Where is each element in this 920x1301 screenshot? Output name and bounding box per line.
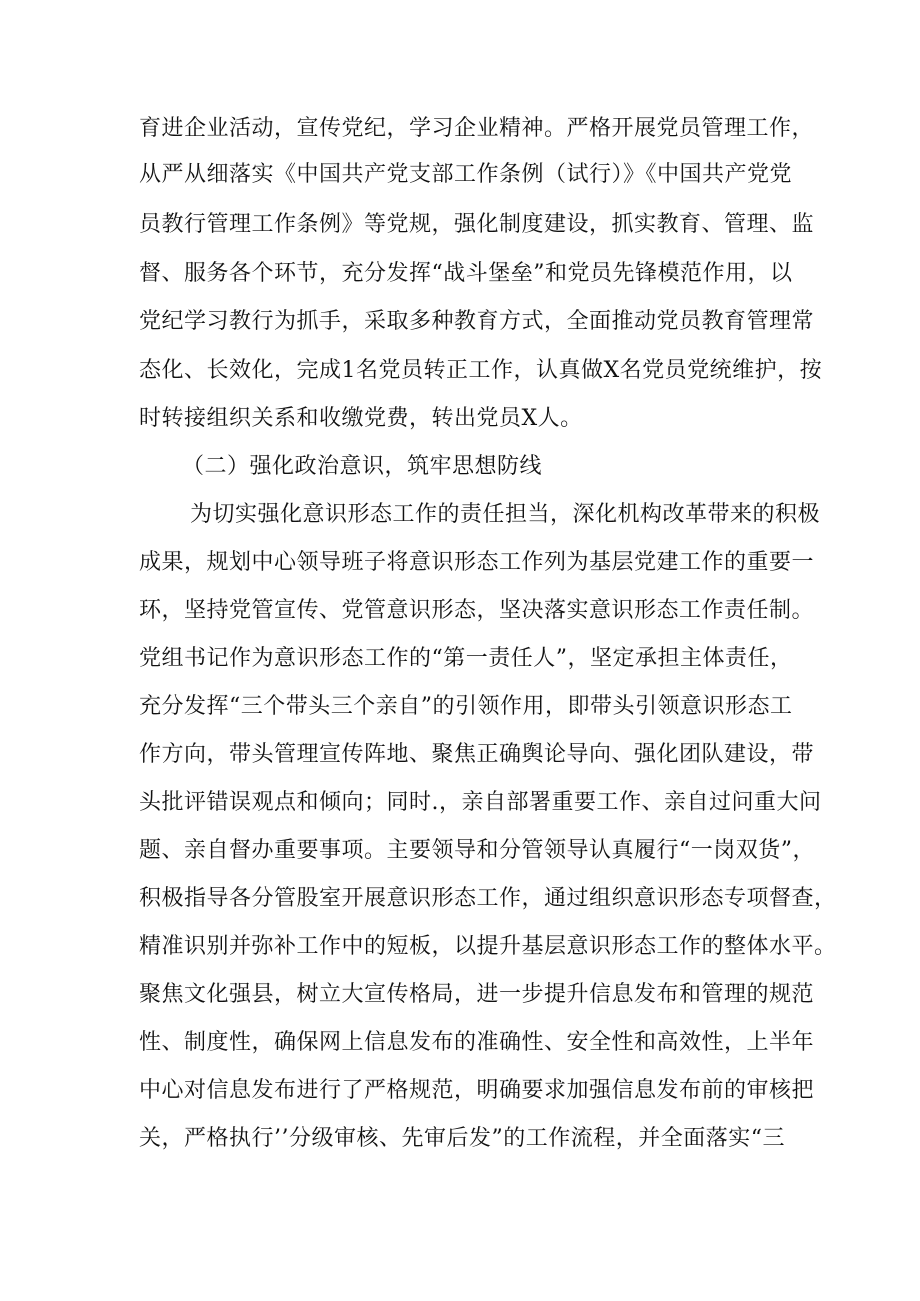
body-text-line: 员教行管理工作条例》等党规，强化制度建设，抓实教育、管理、监 [139,212,815,237]
body-text-line: 从严从细落实《中国共产党支部工作条例（试行）》《中国共产党党 [139,162,793,187]
section-heading: （二）强化政治意识，筑牢思想防线 [182,454,543,479]
body-text-line: 聚焦文化强县，树立大宣传格局，进一步提升信息发布和管理的规范 [139,982,815,1007]
body-text-line: 精准识别并弥补工作中的短板，以提升基层意识形态工作的整体水平。 [139,934,837,959]
body-text-line: 题、亲自督办重要事项。主要领导和分管领导认真履行“一岗双货”， [139,838,815,863]
body-text-line: 时转接组织关系和收缴党费，转出党员X人。 [139,406,583,431]
body-text-line: 为切实强化意识形态工作的责任担当，深化机构改革带来的积极 [190,502,821,527]
body-text-line: 育进企业活动，宣传党纪，学习企业精神。严格开展党员管理工作， [139,116,815,141]
body-text-line: 充分发挥“三个带头三个亲自”的引领作用，即带头引领意识形态工 [139,694,793,719]
body-text-line: 党组书记作为意识形态工作的“第一责任人”，坚定承担主体责任， [139,646,793,671]
body-text-line: 成果，规划中心领导班子将意识形态工作列为基层党建工作的重要一 [139,550,815,575]
body-text-line: 头批评错误观点和倾向；同时.，亲自部署重要工作、亲自过问重大问 [139,790,822,815]
body-text-line: 督、服务各个环节，充分发挥“战斗堡垒”和党员先锋模范作用，以 [139,261,793,286]
body-text-line: 关，严格执行’’分级审核、先审后发”的工作流程，并全面落实“三 [139,1126,785,1151]
body-text-line: 性、制度性，确保网上信息发布的准确性、安全性和高效性，上半年 [139,1030,815,1055]
body-text-line: 党纪学习教行为抓手，采取多种教育方式，全面推动党员教育管理常 [139,309,815,334]
body-text-line: 积极指导各分管股室开展意识形态工作，通过组织意识形态专项督查， [139,886,837,911]
body-text-line: 态化、长效化，完成1名党员转正工作，认真做X名党员党统维护，按 [139,358,823,383]
body-text-line: 环，坚持党管宣传、党管意识形态，坚决落实意识形态工作责任制。 [139,598,815,623]
body-text-line: 作方向，带头管理宣传阵地、聚焦正确舆论导向、强化团队建设，带 [139,742,815,767]
body-text-line: 中心对信息发布进行了严格规范，明确要求加强信息发布前的审核把 [139,1078,815,1103]
